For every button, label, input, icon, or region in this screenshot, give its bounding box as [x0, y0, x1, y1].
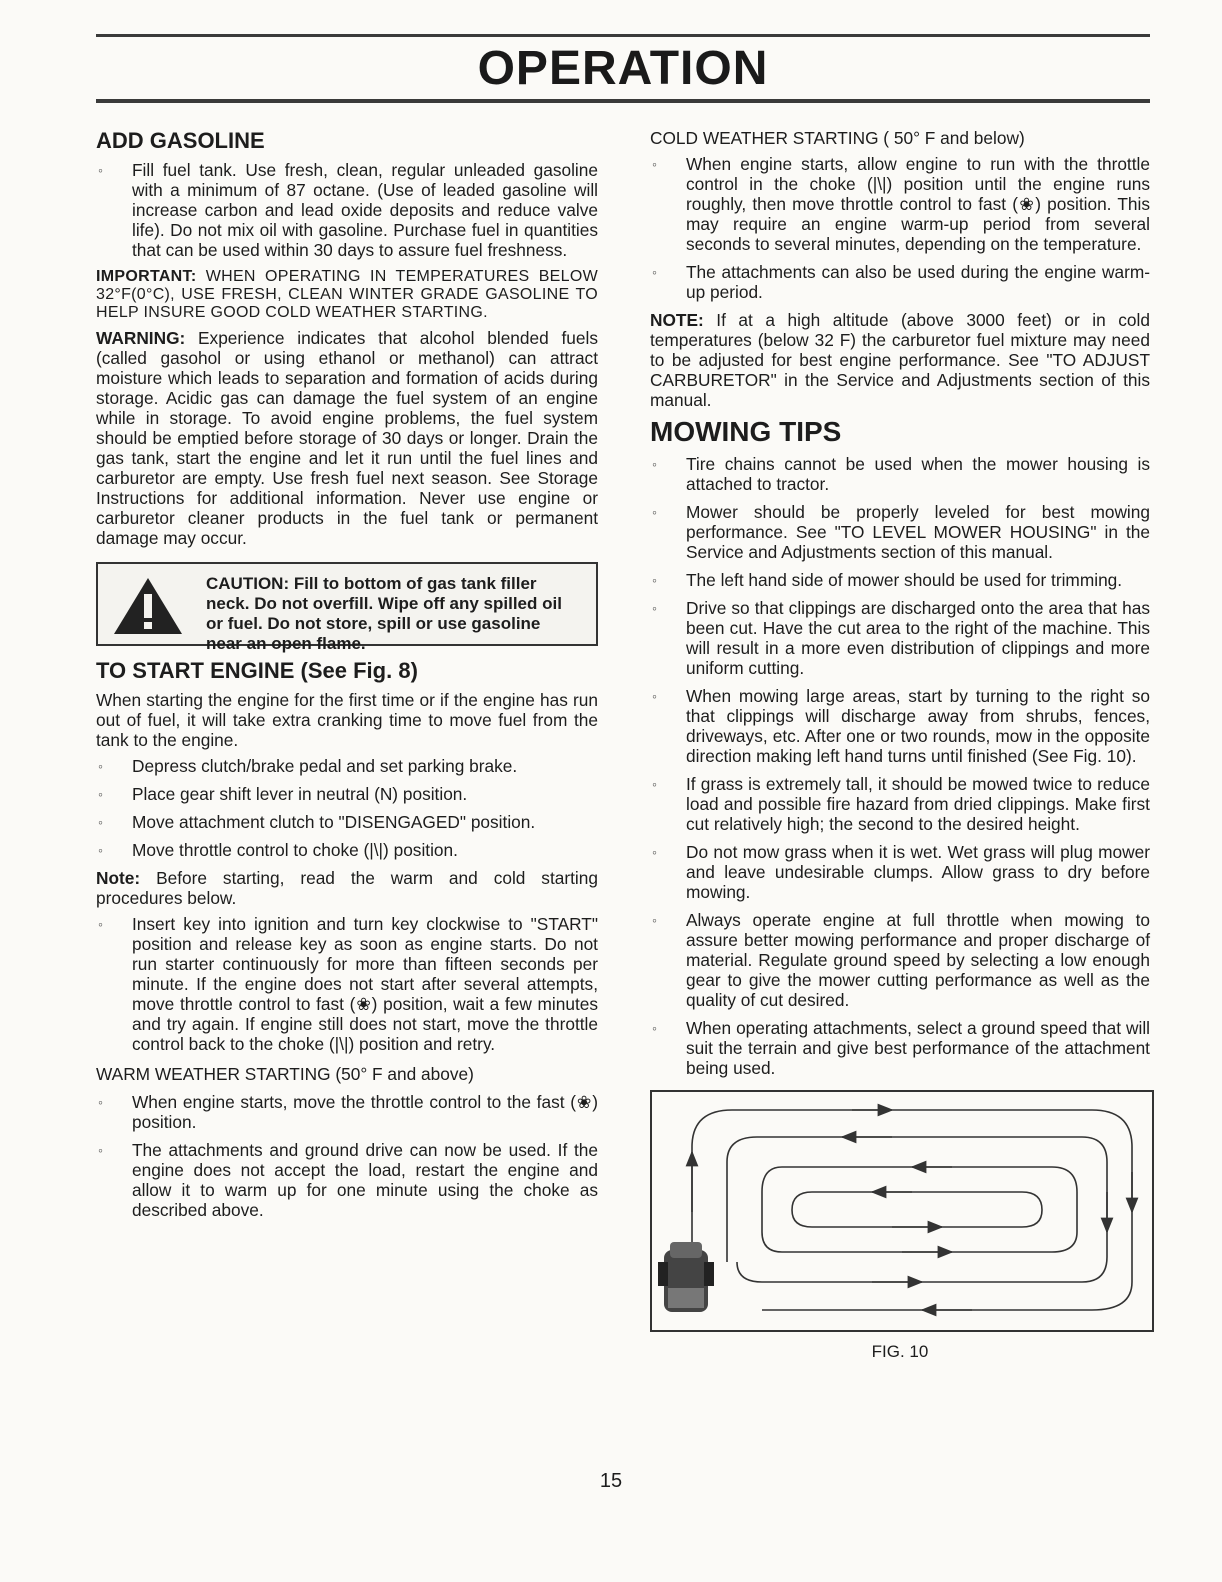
- important-paragraph: [96, 268, 598, 322]
- header-rule-bottom: [96, 99, 1150, 103]
- list-item: ◦ Always operate engine at full throttle when mowing to assure better mowing performance and proper discharge of material. Regulate ground speed by selecting a low enough gear to give the mower cutting performance as well as the quality of cut desired.: [650, 910, 1150, 1010]
- list-item: ◦ Place gear shift lever in neutral (N) position.: [96, 784, 598, 804]
- warning-label: WARNING:: [96, 328, 186, 348]
- important-text: WHEN OPERATING IN TEMPERATURES BELOW 32°F(0°C), USE FRESH, CLEAN WINTER GRADE GASOLINE TO HELP INSURE GOOD COLD WEATHER STARTING.: [96, 268, 598, 321]
- warning-text: Experience indicates that alcohol blended fuels (called gasohol or using ethanol or methanol) can attract moisture which leads to separation and formation of acids during storage. Acidic gas can damage the fuel system of an engine while in storage. To avoid engine problems, the fuel system should be emptied before storage of 30 days or longer. Drain the gas tank, start the engine and let it run until the fuel lines and carburetor are empty. Use fresh fuel next season. See Storage Instructions for additional information. Never use engine or carburetor cleaner products in the fuel tank or permanent damage may occur.: [96, 328, 598, 548]
- list-item: ◦ Depress clutch/brake pedal and set parking brake.: [96, 756, 598, 776]
- list-item: ◦ Do not mow grass when it is wet. Wet grass will plug mower and leave undesirable clumps. Allow grass to dry before mowing.: [650, 842, 1150, 902]
- right-column: [650, 128, 1150, 1362]
- note-text: Before starting, read the warm and cold starting procedures below.: [96, 868, 598, 908]
- mowing-pattern-figure: [650, 1090, 1154, 1332]
- list-item: ◦ Drive so that clippings are discharged onto the area that has been cut. Have the cut area to the right of the machine. This will result in a more even distribution of clippings and more uniform cutting.: [650, 598, 1150, 678]
- start-engine-steps: [96, 756, 598, 860]
- list-item: ◦ If grass is extremely tall, it should be mowed twice to reduce load and possible fire hazard from dried clippings. Make first cut relatively high; the second to the desired height.: [650, 774, 1150, 834]
- note-label: NOTE:: [650, 310, 704, 330]
- list-item: ◦ Move attachment clutch to "DISENGAGED" position.: [96, 812, 598, 832]
- list-item: ◦ Insert key into ignition and turn key clockwise to "START" position and release key as soon as engine starts. Do not run starter continuously for more than fifteen seconds per minute. If the engine does not start after several attempts, move throttle control to fast (❀) position, wait a few minutes and try again. If engine still does not start, move the throttle control back to the choke (|\|) position and retry.: [96, 914, 598, 1054]
- start-engine-intro: When starting the engine for the first time or if the engine has run out of fuel, it will take extra cranking time to move fuel from the tank to the engine.: [96, 690, 598, 750]
- altitude-note: [650, 310, 1150, 410]
- add-gasoline-list: [96, 160, 598, 260]
- list-item: ◦ When engine starts, allow engine to run with the throttle control in the choke (|\|) position until the engine runs roughly, then move throttle control to fast (❀) position. This may require an engine warm-up period from several seconds to several minutes, depending on the temperature.: [650, 154, 1150, 254]
- page-title: OPERATION: [477, 42, 769, 95]
- mowing-pattern-diagram: [652, 1092, 1148, 1326]
- list-item: ◦ Move throttle control to choke (|\|) position.: [96, 840, 598, 860]
- note-label: Note:: [96, 868, 141, 888]
- mowing-tips-heading: MOWING TIPS: [650, 416, 842, 447]
- list-item: ◦ When operating attachments, select a ground speed that will suit the terrain and give best performance of the attachment being used.: [650, 1018, 1150, 1078]
- warm-weather-steps: [96, 1092, 598, 1220]
- header-rule-top: [96, 34, 1150, 37]
- list-item: ◦ The attachments can also be used during the engine warm-up period.: [650, 262, 1150, 302]
- list-item: ◦ Mower should be properly leveled for best mowing performance. See "TO LEVEL MOWER HOUSING" in the Service and Adjustments section of this manual.: [650, 502, 1150, 562]
- warm-weather-heading: WARM WEATHER STARTING (50° F and above): [96, 1064, 474, 1084]
- cold-weather-steps: [650, 154, 1150, 302]
- note-paragraph: [96, 868, 598, 908]
- cold-weather-heading: COLD WEATHER STARTING ( 50° F and below): [650, 128, 1025, 148]
- left-column: [96, 128, 598, 1228]
- mowing-tips-list: [650, 454, 1150, 1078]
- list-item: ◦ The attachments and ground drive can now be used. If the engine does not accept the load, restart the engine and allow it to warm up for one minute using the choke as described above.: [96, 1140, 598, 1220]
- list-item: ◦ The left hand side of mower should be used for trimming.: [650, 570, 1150, 590]
- warning-triangle-icon: [112, 576, 184, 636]
- caution-box: [96, 562, 598, 653]
- key-step-list: [96, 914, 598, 1054]
- list-item: ◦ Fill fuel tank. Use fresh, clean, regular unleaded gasoline with a minimum of 87 octane. (Use of leaded gasoline will increase carbon and lead oxide deposits and reduce valve life). Do not mix oil with gasoline. Purchase fuel in quantities that can be used within 30 days to assure fuel freshness.: [96, 160, 598, 260]
- add-gasoline-heading: ADD GASOLINE: [96, 128, 265, 153]
- figure-caption: FIG. 10: [871, 1342, 929, 1361]
- warning-paragraph: [96, 328, 598, 548]
- list-item: ◦ When mowing large areas, start by turning to the right so that clippings will discharge away from shrubs, fences, driveways, etc. After one or two rounds, mow in the opposite direction making left hand turns until finished (See Fig. 10).: [650, 686, 1150, 766]
- list-item: ◦ Tire chains cannot be used when the mower housing is attached to tractor.: [650, 454, 1150, 494]
- important-label: IMPORTANT:: [96, 268, 197, 285]
- page-number: 15: [599, 1470, 623, 1492]
- caution-text: CAUTION: Fill to bottom of gas tank filler neck. Do not overfill. Wipe off any spilled oil or fuel. Do not store, spill or use gasoline near an open flame.: [206, 574, 562, 653]
- tractor-icon: [658, 1242, 714, 1312]
- list-item: ◦ When engine starts, move the throttle control to the fast (❀) position.: [96, 1092, 598, 1132]
- note-text: If at a high altitude (above 3000 feet) or in cold temperatures (below 32 F) the carburetor fuel mixture may need to be adjusted for best engine performance. See "TO ADJUST CARBURETOR" in the Service and Adjustments section of this manual.: [650, 310, 1150, 410]
- start-engine-heading: TO START ENGINE (See Fig. 8): [96, 658, 418, 683]
